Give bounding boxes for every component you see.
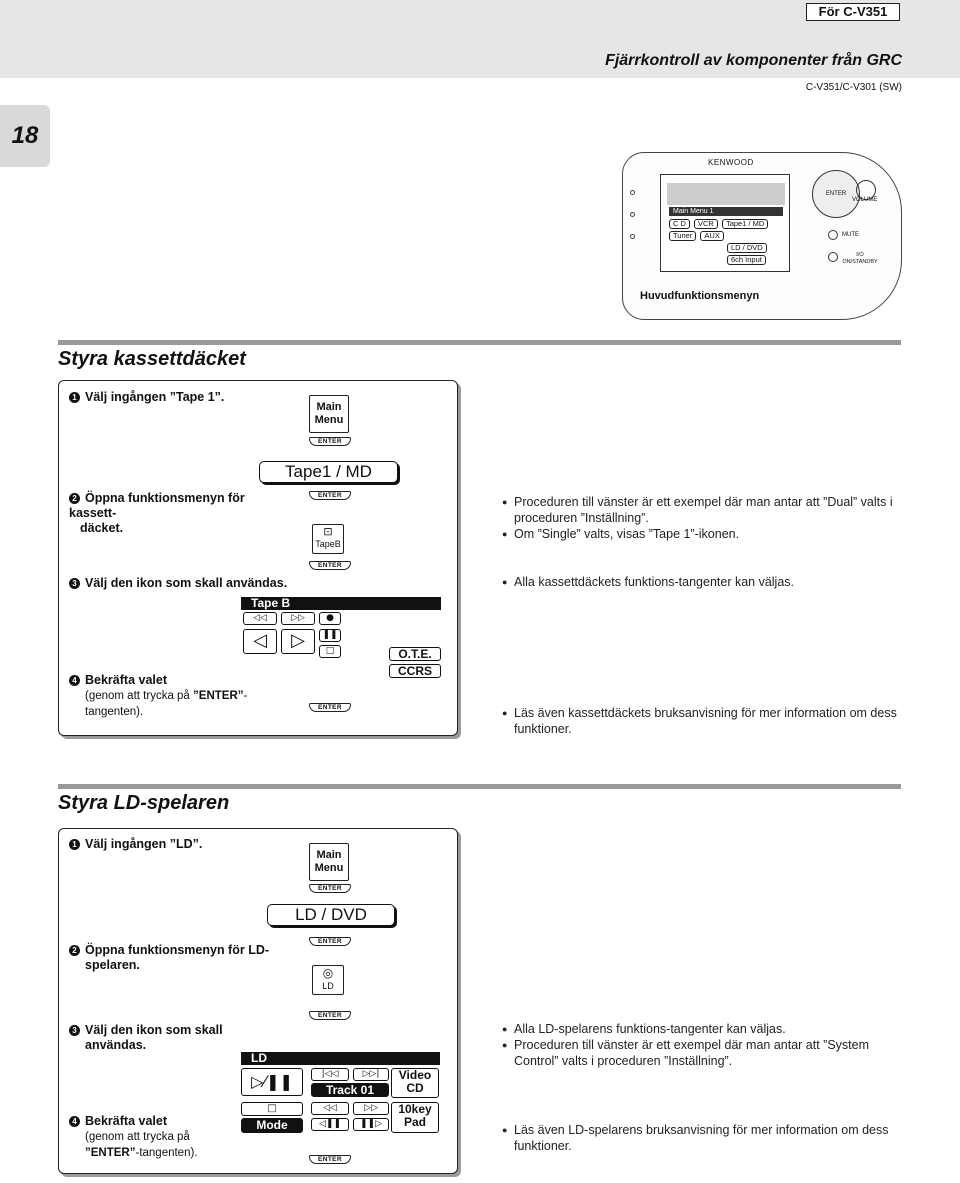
step-reverse-button: ◁❚❚: [311, 1118, 349, 1131]
remote-side-dot: [630, 234, 635, 239]
main-menu-key: Main Menu: [309, 843, 349, 881]
stop-button: □: [241, 1102, 303, 1116]
remote-enter-knob: ENTER: [812, 170, 860, 218]
ld-step-2: 2 Öppna funktionsmenyn för LD- spelaren.: [69, 943, 279, 973]
tape-notes-1: [502, 494, 902, 542]
tape-step-4: 4 Bekräfta valet (genom att trycka på ”ENTER”- tangenten).: [69, 673, 259, 720]
step-number-2-icon: 2: [69, 945, 80, 956]
enter-key: ENTER: [309, 437, 351, 446]
ten-key-pad-button: 10key Pad: [391, 1102, 439, 1133]
note-item: ● Proceduren till vänster är ett exempel där man antar att ”Dual” valts i proceduren ”Inställning”.: [502, 494, 902, 526]
record-button: ●: [319, 612, 341, 625]
tape-b-icon-button: ⊡ TapeB: [312, 524, 344, 554]
note-item: ● Proceduren till vänster är ett exempel där man antar att ”System Control” valts i proceduren ”Inställning”.: [502, 1037, 902, 1069]
step-number-1-icon: 1: [69, 839, 80, 850]
tape-step-2: 2 Öppna funktionsmenyn för kassett- däcket.: [69, 491, 245, 535]
enter-key: ENTER: [309, 1011, 351, 1020]
step-number-4-icon: 4: [69, 1116, 80, 1127]
ld-step-3: 3 Välj den ikon som skall användas.: [69, 1023, 249, 1053]
tape-b-function-panel: [241, 597, 441, 693]
model-line: C-V351/C-V301 (SW): [805, 82, 902, 93]
scan-reverse-button: ◁◁: [311, 1102, 349, 1115]
next-chapter-button: ▷▷|: [353, 1068, 389, 1081]
remote-cd-button: C D: [669, 219, 690, 229]
tape-step-3: 3 Välj den ikon som skall användas.: [69, 576, 287, 591]
step-forward-button: ❚❚▷: [353, 1118, 389, 1131]
ld-icon-button: ◎ LD: [312, 965, 344, 995]
disc-icon: ◎: [322, 966, 334, 980]
ld-function-panel: [241, 1052, 440, 1138]
ld-panel-title: LD: [241, 1052, 440, 1065]
ld-notes-2: [502, 1122, 902, 1154]
ld-section-heading: Styra LD-spelaren: [58, 792, 230, 814]
previous-chapter-button: |◁◁: [311, 1068, 349, 1081]
remote-ld-button: LD / DVD: [727, 243, 767, 253]
tape-notes-3: [502, 705, 902, 737]
stop-button: □: [319, 645, 341, 658]
remote-6ch-button: 6ch Input: [727, 255, 766, 265]
note-item: ● Läs även LD-spelarens bruksanvisning för mer information om dess funktioner.: [502, 1122, 902, 1154]
step-number-3-icon: 3: [69, 1025, 80, 1036]
ld-step-1: 1 Välj ingången ”LD”.: [69, 837, 202, 852]
step-number-3-icon: 3: [69, 578, 80, 589]
enter-key: ENTER: [309, 703, 351, 712]
note-item: ● Alla kassettdäckets funktions-tangenter kan väljas.: [502, 574, 902, 590]
step-number-1-icon: 1: [69, 392, 80, 403]
play-reverse-button: ◁: [243, 629, 277, 654]
remote-brand: KENWOOD: [708, 158, 754, 167]
ld-step-4: 4 Bekräfta valet (genom att trycka på ”ENTER”-tangenten).: [69, 1114, 269, 1161]
pause-button: ❚❚: [319, 629, 341, 642]
remote-screen: [660, 174, 790, 272]
ld-notes-1: [502, 1021, 902, 1069]
remote-side-dot: [630, 190, 635, 195]
ote-button: O.T.E.: [389, 647, 441, 661]
remote-menu-title: Main Menu 1: [669, 207, 783, 216]
main-menu-key: Main Menu: [309, 395, 349, 433]
enter-key: ENTER: [309, 1155, 351, 1164]
remote-aux-button: AUX: [700, 231, 723, 241]
remote-volume-label: VOLUME: [852, 197, 878, 203]
enter-key: ENTER: [309, 561, 351, 570]
note-item: ● Om ”Single” valts, visas ”Tape 1”-ikonen.: [502, 526, 902, 542]
enter-key: ENTER: [309, 491, 351, 500]
remote-caption: Huvudfunktionsmenyn: [640, 290, 760, 302]
remote-power-button: [828, 252, 838, 262]
cassette-icon: ⊡: [323, 525, 333, 538]
section-rule: [58, 340, 901, 345]
note-item: ● Läs även kassettdäckets bruksanvisning för mer information om dess funktioner.: [502, 705, 902, 737]
note-item: ● Alla LD-spelarens funktions-tangenter kan väljas.: [502, 1021, 902, 1037]
scan-forward-button: ▷▷: [353, 1102, 389, 1115]
tape-source-button: Tape1 / MD: [259, 461, 398, 483]
play-pause-button: ▷⁄❚❚: [241, 1068, 303, 1096]
remote-side-dot: [630, 212, 635, 217]
page-title: Fjärrkontroll av komponenter från GRC: [605, 52, 902, 69]
ccrs-button: CCRS: [389, 664, 441, 678]
play-forward-button: ▷: [281, 629, 315, 654]
tape-step-1: 1 Välj ingången ”Tape 1”.: [69, 390, 224, 405]
ld-source-button: LD / DVD: [267, 904, 395, 926]
tape-notes-2: [502, 574, 902, 590]
remote-tuner-button: Tuner: [669, 231, 696, 241]
remote-mute-button: [828, 230, 838, 240]
page-number: 18: [0, 105, 50, 167]
remote-mute-label: MUTE: [842, 232, 859, 238]
step-number-2-icon: 2: [69, 493, 80, 504]
section-rule: [58, 784, 901, 789]
fast-forward-button: ▷▷: [281, 612, 315, 625]
track-display: Track 01: [311, 1083, 389, 1097]
remote-icon-bar: [667, 183, 785, 205]
tape-b-panel-title: Tape B: [241, 597, 441, 610]
enter-key: ENTER: [309, 937, 351, 946]
rewind-button: ◁◁: [243, 612, 277, 625]
mode-button: Mode: [241, 1118, 303, 1133]
step-number-4-icon: 4: [69, 675, 80, 686]
video-cd-button: Video CD: [391, 1068, 439, 1098]
remote-vcr-button: VCR: [694, 219, 718, 229]
tape-section-heading: Styra kassettdäcket: [58, 348, 246, 370]
model-box: För C-V351: [806, 3, 900, 21]
remote-tape-button: Tape1 / MD: [722, 219, 768, 229]
remote-power-label: I/⏻ ON/STANDBY: [842, 252, 878, 265]
enter-key: ENTER: [309, 884, 351, 893]
